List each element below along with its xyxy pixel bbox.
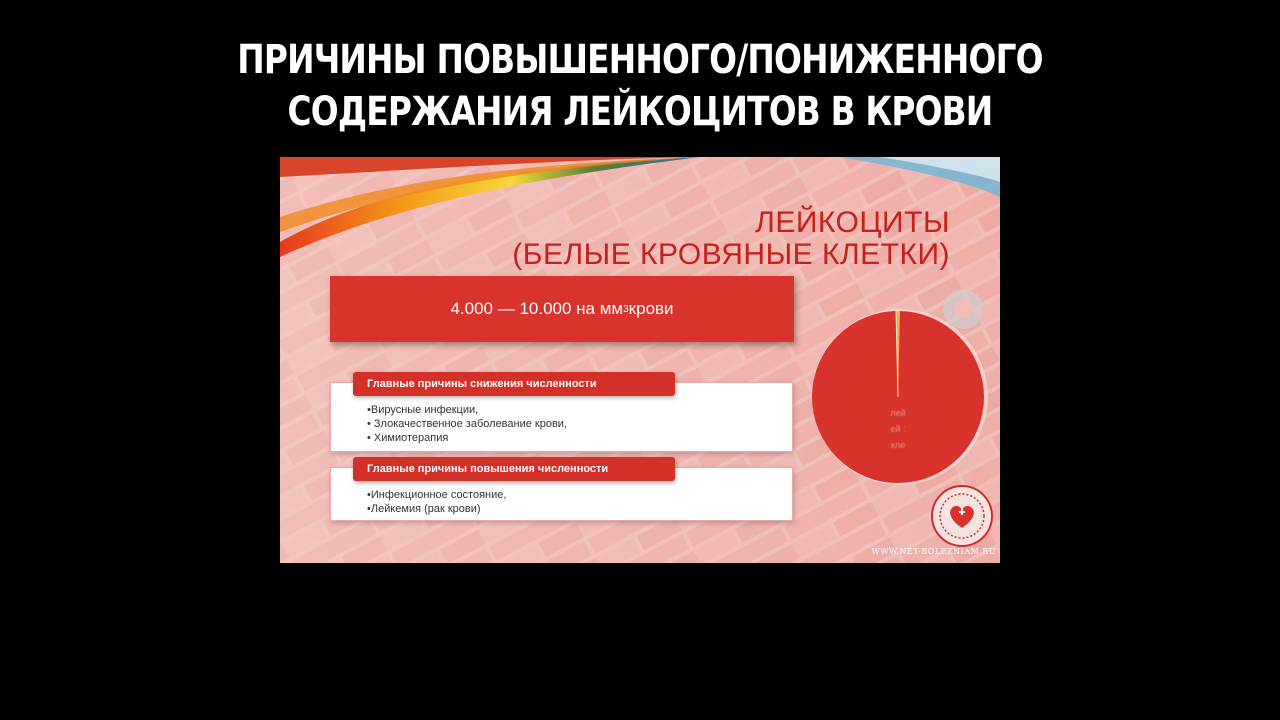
blood-composition-pie (810, 307, 990, 487)
normal-range-box (330, 276, 794, 342)
cause-item: •Инфекционное состояние, (367, 489, 507, 501)
pie-legend-item: кле (890, 440, 906, 450)
decrease-causes-header: Главные причины снижения численности (353, 372, 675, 396)
pie-legend (880, 405, 916, 453)
cause-item: •Вирусные инфекции, (367, 404, 479, 416)
cause-item: • Химиотерапия (367, 432, 449, 444)
pie-legend-item: лей (890, 408, 906, 418)
slide-title-line-2: (БЕЛЫЕ КРОВЯНЫЕ КЛЕТКИ) (512, 238, 950, 271)
presentation-slide (280, 157, 1000, 563)
normal-range-text: 4.000 — 10.000 на мм (450, 299, 624, 318)
increase-causes-header: Главные причины повышения численности (353, 457, 675, 481)
video-title (115, 34, 1165, 138)
heart-cross-stamp-icon (930, 484, 994, 548)
normal-range-superscript: 3 (623, 303, 629, 315)
video-title-line-2: СОДЕРЖАНИЯ ЛЕЙКОЦИТОВ В КРОВИ (287, 89, 993, 135)
slide-title-line-1: ЛЕЙКОЦИТЫ (755, 206, 950, 239)
normal-range-suffix: крови (628, 299, 674, 318)
cause-item: • Злокачественное заболевание крови, (367, 418, 568, 430)
pie-legend-item: ей : (890, 424, 906, 434)
slide-title (512, 207, 950, 271)
footer-url: WWW.NET-BOLEZNIAM.RU (871, 547, 996, 556)
video-title-line-1: ПРИЧИНЫ ПОВЫШЕННОГО/ПОНИЖЕННОГО (237, 37, 1043, 83)
cause-item: •Лейкемия (рак крови) (367, 503, 481, 515)
